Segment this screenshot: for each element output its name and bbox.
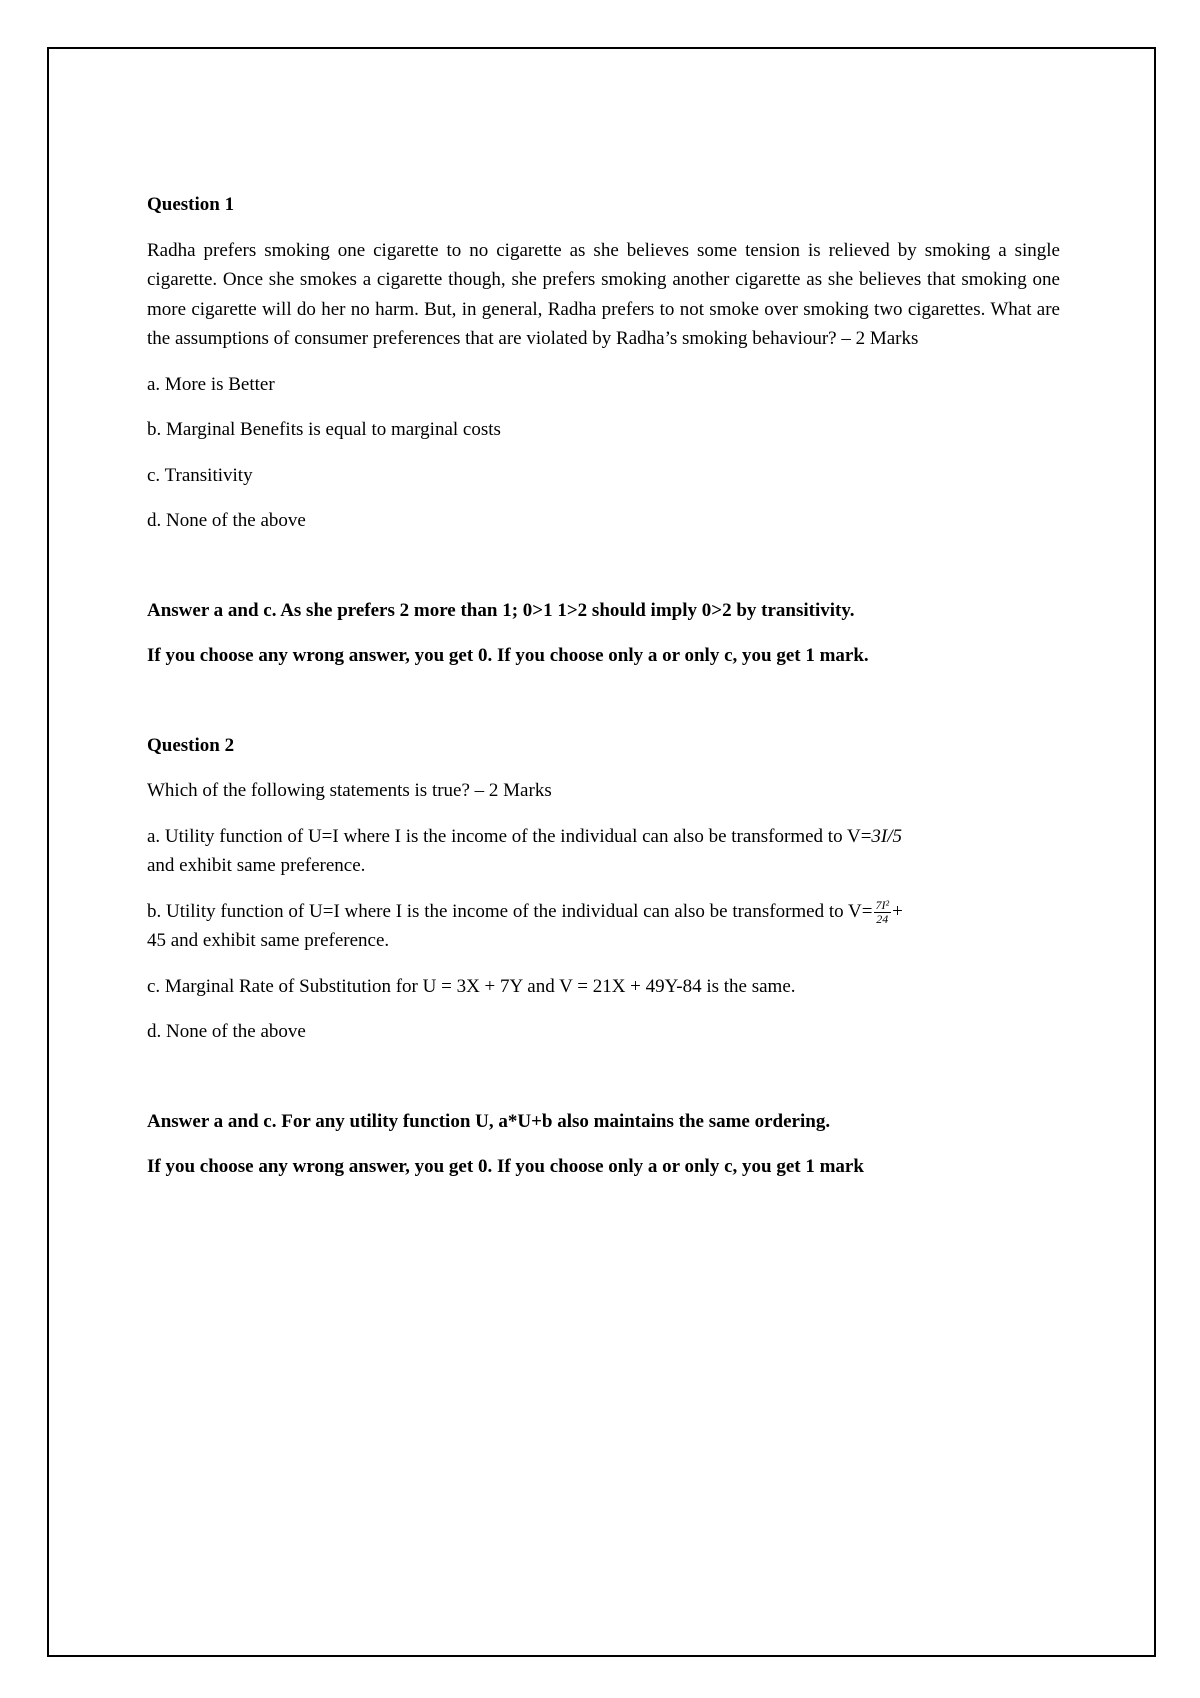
- question-2-option-b: [147, 897, 1060, 956]
- question-1-body: Radha prefers smoking one cigarette to no cigarette as she believes some tension is relieved by smoking a single cigarette. Once she smokes a cigarette though, she prefers smoking another cigarette as she believes that smoking one more cigarette will do her no harm. But, in general, Radha prefers to not smoke over smoking two cigarettes. What are the assumptions of consumer preferences that are violated by Radha’s smoking behaviour? – 2 Marks: [147, 239, 1060, 349]
- question-2-option-c: c. Marginal Rate of Substitution for U = 3X + 7Y and V = 21X + 49Y-84 is the same.: [147, 975, 796, 997]
- fraction-denominator: 24: [876, 911, 889, 926]
- option-a-math: 3I/5: [871, 825, 903, 847]
- question-1-option-b: b. Marginal Benefits is equal to marginal costs: [147, 419, 501, 440]
- question-2-option-d: d. None of the above: [147, 1021, 306, 1042]
- option-a-text-2: and exhibit same preference.: [147, 855, 366, 876]
- option-b-fraction: [874, 899, 892, 926]
- option-a-text: a. Utility function of U=I where I is the income of the individual can also be transformed to V=: [147, 825, 872, 847]
- fraction-numerator: 7I²: [875, 897, 890, 912]
- option-b-text-2: 45 and exhibit same preference.: [147, 930, 390, 951]
- question-1-option-a: a. More is Better: [147, 373, 275, 395]
- spacer: [147, 552, 1060, 596]
- question-1-title: Question 1: [147, 194, 235, 215]
- document-content: [147, 190, 1060, 1198]
- question-2-marking: If you choose any wrong answer, you get 0. If you choose only a or only c, you get 1 mark: [147, 1156, 864, 1177]
- question-2-title: Question 2: [147, 734, 235, 756]
- spacer: [147, 1063, 1060, 1107]
- option-b-plus: +: [892, 900, 903, 922]
- question-2-answer: Answer a and c. For any utility function U, a*U+b also maintains the same ordering.: [147, 1110, 831, 1132]
- question-2-prompt: Which of the following statements is true? – 2 Marks: [147, 780, 552, 801]
- question-1-option-d: d. None of the above: [147, 510, 306, 531]
- question-1-answer: Answer a and c. As she prefers 2 more than 1; 0>1 1>2 should imply 0>2 by transitivity.: [147, 599, 855, 621]
- question-1-option-c: c. Transitivity: [147, 464, 253, 486]
- spacer: [147, 687, 1060, 731]
- question-1-marking: If you choose any wrong answer, you get 0. If you choose only a or only c, you get 1 mark.: [147, 645, 869, 666]
- option-b-text: b. Utility function of U=I where I is the income of the individual can also be transformed to V=: [147, 900, 873, 922]
- question-2-option-a: [147, 822, 1060, 881]
